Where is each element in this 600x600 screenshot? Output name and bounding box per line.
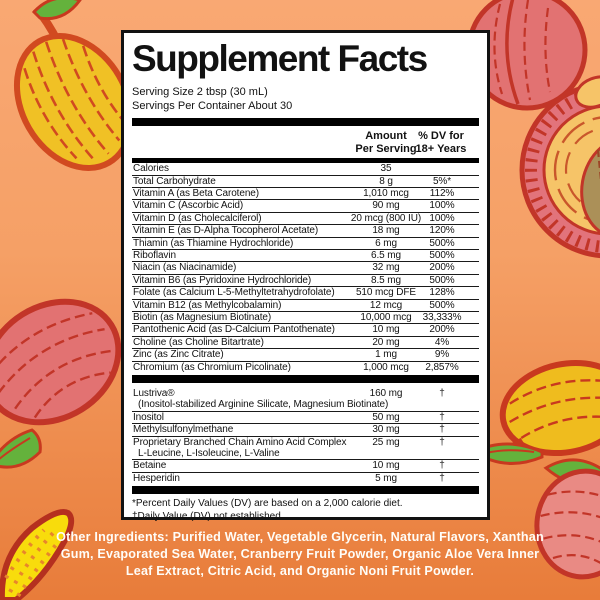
amount-value: 50 mg: [372, 411, 400, 423]
amount-value: 10 mg: [372, 460, 400, 472]
table-row: [132, 436, 479, 460]
table-row: [132, 423, 479, 435]
dv-value: 2,857%: [425, 361, 459, 373]
nutrient-name: Zinc (as Zinc Citrate): [133, 349, 224, 361]
nutrient-name: Inositol: [133, 411, 164, 423]
divider-bar-top: [132, 118, 479, 126]
dv-value: †: [439, 436, 445, 448]
amount-value: 1 mg: [375, 349, 397, 361]
amount-value: 160 mg: [369, 388, 403, 400]
dv-column-header: % DV for 18+ Years: [415, 130, 467, 156]
column-headers: [132, 130, 479, 156]
amount-value: 90 mg: [372, 200, 400, 212]
nutrient-name: Vitamin B6 (as Pyridoxine Hydrochloride): [133, 274, 312, 286]
table-row: [132, 459, 479, 471]
amount-value: 35: [380, 163, 392, 175]
serving-size: Serving Size 2 tbsp (30 mL): [132, 86, 268, 99]
nutrient-name: Biotin (as Magnesium Biotinate): [133, 312, 272, 324]
mango-bottom-right-illustration: [474, 352, 600, 465]
table-row: [132, 261, 479, 273]
divider-bar-middle: [132, 375, 479, 383]
other-compounds-table: [132, 388, 479, 484]
peach-left-illustration: [0, 277, 141, 467]
table-row: [132, 472, 479, 484]
table-row: [132, 411, 479, 423]
dv-value: 500%: [429, 299, 455, 311]
table-row: [132, 237, 479, 249]
dv-value: †: [439, 411, 445, 423]
dv-value: †: [439, 472, 445, 484]
table-row: [132, 187, 479, 199]
table-row: [132, 249, 479, 261]
dv-value: †: [439, 460, 445, 472]
nutrient-name: Niacin (as Niacinamide): [133, 262, 237, 274]
dv-value: †: [439, 424, 445, 436]
amount-value: 6.5 mg: [371, 249, 401, 261]
nutrient-name: Lustriva®: [133, 388, 175, 400]
table-row: [132, 212, 479, 224]
amount-value: 10 mg: [372, 324, 400, 336]
dv-value: 112%: [429, 187, 455, 199]
dv-value: †: [439, 388, 445, 400]
other-ingredients-text: Other Ingredients: Purified Water, Vegetable Glycerin, Natural Flavors, Xanthan Gum, Evaporated Sea Water, Cranberry Fruit Powder, Organic Aloe Vera Inner Leaf Extract, Citric Acid, and Organic Noni Fruit Powder.: [56, 530, 544, 578]
nutrient-name: Vitamin B12 (as Methylcobalamin): [133, 299, 282, 311]
table-row: [132, 388, 479, 411]
dv-value: 33,333%: [422, 312, 462, 324]
amount-value: 1,010 mcg: [363, 187, 409, 199]
nutrient-name: Chromium (as Chromium Picolinate): [133, 361, 291, 373]
servings-per-container: Servings Per Container About 30: [132, 100, 293, 113]
table-row: [132, 348, 479, 360]
nutrient-subtext: (Inositol-stabilized Arginine Silicate, Magnesium Biotinate): [138, 399, 389, 411]
table-row: [132, 336, 479, 348]
dv-value: 500%: [429, 274, 455, 286]
nutrient-name: Riboflavin: [133, 249, 176, 261]
nutrient-name: Vitamin C (Ascorbic Acid): [133, 200, 244, 212]
amount-value: 30 mg: [372, 424, 400, 436]
footnote-daily-values: *Percent Daily Values (DV) are based on a 2,000 calorie diet.: [132, 498, 403, 510]
table-row: [132, 199, 479, 211]
amount-value: 20 mg: [372, 336, 400, 348]
nutrient-name: Folate (as Calcium L-5-Methyltetrahydrofolate): [133, 287, 335, 299]
dv-value: 200%: [429, 324, 455, 336]
supplement-facts-panel: [121, 30, 490, 520]
table-row: [132, 323, 479, 335]
amount-value: 6 mg: [375, 237, 397, 249]
dv-value: 500%: [429, 249, 455, 261]
dv-value: 128%: [429, 287, 455, 299]
dv-value: 100%: [429, 212, 455, 224]
table-row: [132, 224, 479, 236]
footnotes: [132, 498, 479, 523]
amount-value: 5 mg: [375, 472, 397, 484]
dv-value: 500%: [429, 237, 455, 249]
dv-value: 100%: [429, 200, 455, 212]
dv-value: 120%: [429, 225, 455, 237]
dv-value: 200%: [429, 262, 455, 274]
table-row: [132, 311, 479, 323]
table-row: [132, 299, 479, 311]
nutrient-name: Calories: [133, 163, 169, 175]
nutrient-name: Thiamin (as Thiamine Hydrochloride): [133, 237, 294, 249]
nutrient-name: Vitamin E (as D-Alpha Tocopherol Acetate): [133, 225, 319, 237]
nutrient-name: Hesperidin: [133, 472, 180, 484]
amount-value: 18 mg: [372, 225, 400, 237]
table-row: [132, 286, 479, 298]
amount-value: 32 mg: [372, 262, 400, 274]
nutrient-name: Proprietary Branched Chain Amino Acid Complex: [133, 436, 347, 448]
nutrient-name: Total Carbohydrate: [133, 175, 216, 187]
nutrient-subtext: L-Leucine, L-Isoleucine, L-Valine: [138, 448, 280, 460]
nutrient-name: Methylsulfonylmethane: [133, 424, 234, 436]
panel-title: Supplement Facts: [132, 38, 427, 79]
nutrient-name: Vitamin D (as Cholecalciferol): [133, 212, 262, 224]
amount-value: 1,000 mcg: [363, 361, 409, 373]
table-row: [132, 163, 479, 174]
amount-column-header: Amount Per Serving: [355, 130, 417, 156]
amount-value: 10,000 mcg: [360, 312, 412, 324]
amount-value: 8 g: [379, 175, 393, 187]
table-row: [132, 274, 479, 286]
nutrient-name: Pantothenic Acid (as D-Calcium Pantothenate): [133, 324, 335, 336]
dv-value: 5%*: [432, 175, 452, 187]
footnote-dagger: †Daily Value (DV) not established.: [132, 510, 284, 522]
amount-value: 20 mcg (800 IU): [350, 212, 422, 224]
amount-value: 8.5 mg: [371, 274, 401, 286]
dv-value: 9%: [434, 349, 450, 361]
amount-value: 12 mcg: [369, 299, 403, 311]
nutrient-name: Betaine: [133, 460, 167, 472]
nutrient-name: Choline (as Choline Bitartrate): [133, 336, 264, 348]
nutrients-table: [132, 163, 479, 373]
amount-value: 510 mcg DFE: [355, 287, 417, 299]
amount-value: 25 mg: [372, 436, 400, 448]
nutrient-name: Vitamin A (as Beta Carotene): [133, 187, 259, 199]
dv-value: 4%: [434, 336, 450, 348]
table-row: [132, 361, 479, 373]
table-row: [132, 175, 479, 187]
divider-bar-bottom: [132, 486, 479, 494]
